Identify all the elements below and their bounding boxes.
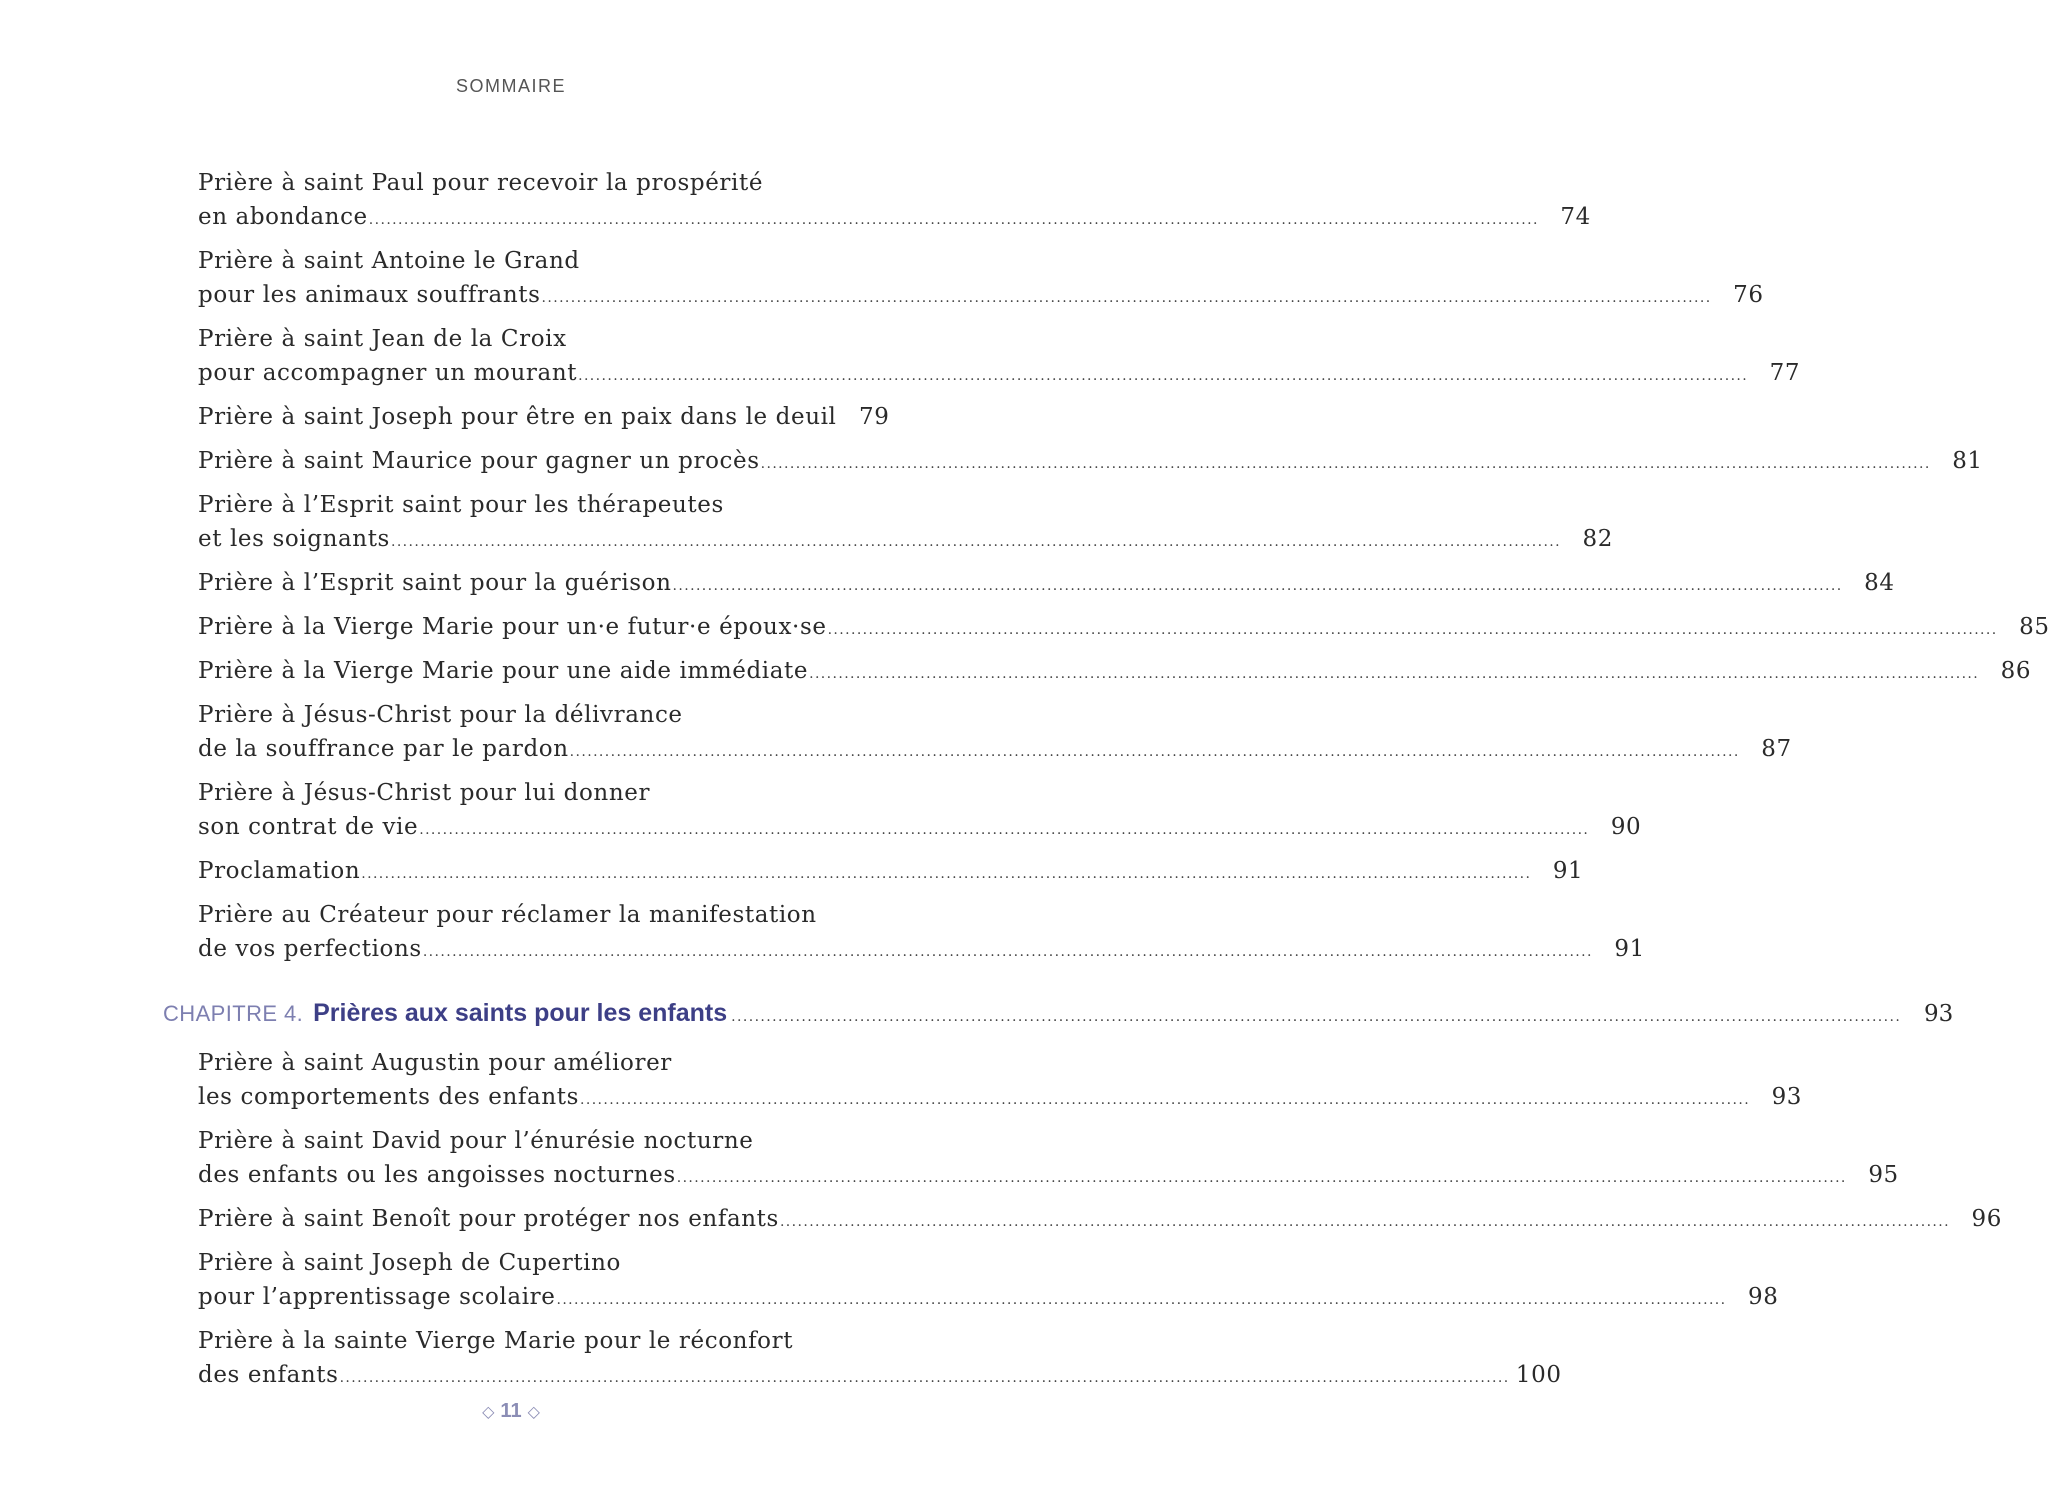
entry-page-number: 87 (1761, 736, 1792, 762)
dot-leader: ........................................................................................................................................................................................................ (827, 622, 1998, 638)
entry-last-line (198, 932, 1645, 969)
dot-leader: ........................................................................................................................................................................................................ (390, 534, 1562, 550)
toc-section-a (198, 166, 2050, 969)
entry-title-line: Prière à saint Jean de la Croix (198, 326, 567, 352)
entry-page-number: 98 (1748, 1284, 1779, 1310)
toc-entry (198, 444, 1983, 481)
entry-title-line: Prière à saint Benoît pour protéger nos enfants (198, 1206, 779, 1232)
toc-entry (198, 166, 1591, 237)
entry-title-line: des enfants (198, 1362, 339, 1388)
entry-last-line (198, 356, 1801, 393)
dot-leader: ........................................................................................................................................................................................................ (672, 578, 1843, 594)
entry-title-line: Prière à saint David pour l’énurésie nocturne (198, 1128, 754, 1154)
entry-title-line: Prière à saint Antoine le Grand (198, 248, 580, 274)
dot-leader: ........................................................................................................................................................................................................ (731, 1009, 1902, 1025)
dot-leader: ........................................................................................................................................................................................................ (760, 456, 1931, 472)
entry-title-line: et les soignants (198, 526, 390, 552)
toc-entry (198, 698, 1792, 769)
entry-page-number: 74 (1560, 204, 1591, 230)
entry-title-line: Prière à saint Augustin pour améliorer (198, 1050, 672, 1076)
entry-title-line: des enfants ou les angoisses nocturnes (198, 1162, 676, 1188)
toc-entry (198, 1324, 1562, 1395)
entry-last-line (198, 1280, 1779, 1317)
entry-page-number: 82 (1582, 526, 1614, 552)
entry-title-line: Proclamation (198, 858, 361, 884)
toc-entry (198, 610, 2050, 647)
chapter-page-number: 93 (1923, 1001, 1954, 1027)
entry-last-line (198, 400, 890, 437)
entry-page-number: 77 (1769, 360, 1801, 386)
toc-entry (198, 400, 890, 437)
chapter-heading (163, 996, 1954, 1034)
toc-entry (198, 898, 1645, 969)
toc-entry (198, 654, 2032, 691)
entry-title-line: de la souffrance par le pardon (198, 736, 569, 762)
toc-entry (198, 244, 1764, 315)
entry-page-number: 93 (1771, 1084, 1803, 1110)
page-footer (0, 1400, 1022, 1423)
toc-entry (198, 1246, 1779, 1317)
page-number: 11 (500, 1400, 522, 1422)
entry-title-line: Prière à saint Joseph pour être en paix dans le deuil (198, 404, 837, 430)
toc-entry (198, 1202, 2002, 1239)
entry-page-number: 96 (1971, 1206, 2002, 1232)
toc-entry (198, 1046, 1803, 1117)
entry-last-line (198, 854, 1584, 891)
entry-last-line (198, 200, 1591, 237)
entry-title-line: Prière à saint Joseph de Cupertino (198, 1250, 621, 1276)
entry-page-number: 86 (2000, 658, 2032, 684)
dot-leader: ........................................................................................................................................................................................................ (676, 1170, 1847, 1186)
diamond-right-icon: ◇ (527, 1404, 540, 1421)
entry-page-number: 79 (859, 404, 890, 430)
diamond-left-icon: ◇ (482, 1404, 495, 1421)
entry-last-line (198, 566, 1895, 603)
dot-leader: ........................................................................................................................................................................................................ (809, 666, 1980, 682)
entry-title-line: Prière à l’Esprit saint pour la guérison (198, 570, 672, 596)
entry-title-line: les comportements des enfants (198, 1084, 579, 1110)
entry-last-line (198, 1358, 1562, 1395)
dot-leader: ........................................................................................................................................................................................................ (419, 822, 1590, 838)
entry-last-line (198, 278, 1764, 315)
entry-title-line: Prière à la sainte Vierge Marie pour le réconfort (198, 1328, 794, 1354)
entry-title-line: Prière à la Vierge Marie pour une aide immédiate (198, 658, 809, 684)
dot-leader: ........................................................................................................................................................................................................ (422, 944, 1593, 960)
entry-title-line: pour l’apprentissage scolaire (198, 1284, 556, 1310)
entry-title-line: Prière au Créateur pour réclamer la manifestation (198, 902, 817, 928)
dot-leader: ........................................................................................................................................................................................................ (541, 290, 1712, 306)
entry-title-line: Prière à Jésus-Christ pour la délivrance (198, 702, 683, 728)
chapter-title: Prières aux saints pour les enfants (313, 999, 728, 1027)
toc-entry (198, 854, 1584, 891)
toc-entry (198, 322, 1801, 393)
entry-page-number: 84 (1864, 570, 1895, 596)
entry-title-line: en abondance (198, 204, 368, 230)
toc-entry (198, 1124, 1899, 1195)
entry-title-line: Prière à la Vierge Marie pour un·e futur·e époux·se (198, 614, 827, 640)
toc-entry (198, 776, 1642, 847)
running-header: SOMMAIRE (455, 76, 566, 96)
entry-last-line (198, 810, 1642, 847)
entry-title-line: pour les animaux souffrants (198, 282, 541, 308)
entry-page-number: 95 (1868, 1162, 1899, 1188)
entry-title-line: son contrat de vie (198, 814, 419, 840)
toc-entry (198, 488, 1614, 559)
entry-last-line (198, 610, 2050, 647)
dot-leader: ........................................................................................................................................................................................................ (361, 866, 1532, 882)
entry-title-line: Prière à l’Esprit saint pour les thérapeutes (198, 492, 724, 518)
entry-page-number: 91 (1614, 936, 1645, 962)
toc-entry (198, 566, 1895, 603)
dot-leader: ........................................................................................................................................................................................................ (580, 1092, 1751, 1108)
entry-last-line (198, 732, 1792, 769)
entry-title-line: de vos perfections (198, 936, 422, 962)
entry-last-line (198, 1202, 2002, 1239)
entry-title-line: pour accompagner un mourant (198, 360, 578, 386)
entry-last-line (198, 522, 1614, 559)
dot-leader: ........................................................................................................................................................................................................ (779, 1214, 1950, 1230)
entry-page-number: 90 (1610, 814, 1642, 840)
dot-leader: ........................................................................................................................................................................................................ (569, 744, 1740, 760)
entry-last-line (198, 1158, 1899, 1195)
entry-last-line (198, 654, 2032, 691)
dot-leader: ........................................................................................................................................................................................................ (556, 1292, 1727, 1308)
dot-leader: ........................................................................................................................................................................................................ (578, 368, 1749, 384)
entry-page-number: 76 (1733, 282, 1764, 308)
entry-page-number: 91 (1552, 858, 1584, 884)
entry-page-number: 85 (2019, 614, 2050, 640)
dot-leader: ........................................................................................................................................................................................................ (339, 1370, 1510, 1386)
toc-section-b (198, 1046, 2002, 1395)
entry-page-number: 81 (1952, 448, 1983, 474)
table-of-contents (163, 166, 2050, 1402)
chapter-label: CHAPITRE 4. (163, 1001, 304, 1026)
entry-title-line: Prière à saint Paul pour recevoir la prospérité (198, 170, 764, 196)
entry-page-number: 100 (1515, 1362, 1562, 1388)
entry-last-line (198, 1080, 1803, 1117)
entry-last-line (198, 444, 1983, 481)
entry-title-line: Prière à Jésus-Christ pour lui donner (198, 780, 651, 806)
dot-leader: ........................................................................................................................................................................................................ (368, 212, 1539, 228)
entry-title-line: Prière à saint Maurice pour gagner un procès (198, 448, 760, 474)
